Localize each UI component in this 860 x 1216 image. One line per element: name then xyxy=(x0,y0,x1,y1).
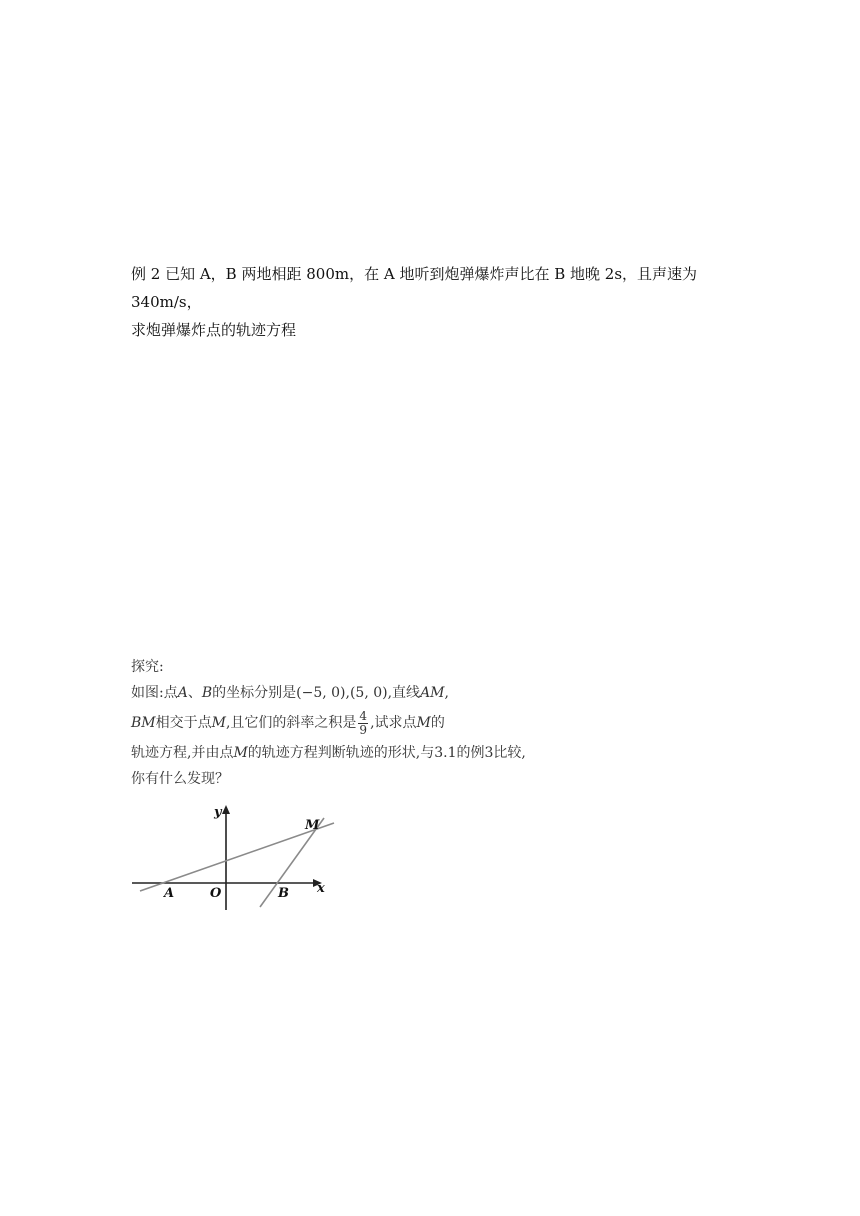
point-m-label: M xyxy=(211,715,226,731)
line-bm-label: BM xyxy=(131,715,156,731)
fraction-numerator: 4 xyxy=(359,708,368,723)
text: 的 xyxy=(430,715,445,731)
exploration-line-4: 你有什么发现？ xyxy=(131,771,229,787)
example-2-line-1: 例 2 已知 A，B 两地相距 800m，在 A 地听到炮弹爆炸声比在 B 地晚 2s，且声速为 340m/s， xyxy=(131,265,698,311)
point-a-label: A xyxy=(177,685,188,701)
line-am xyxy=(140,823,334,891)
exploration-line-1 xyxy=(131,680,731,706)
example-2-line-2: 求炮弹爆炸点的轨迹方程 xyxy=(131,321,297,339)
coordinate-figure xyxy=(128,800,348,916)
point-b-label: B xyxy=(201,685,213,701)
text: 轨迹方程,并由点 xyxy=(131,745,234,761)
text: 相交于点 xyxy=(155,715,212,731)
example-2-problem xyxy=(131,260,771,344)
exploration-line-3 xyxy=(131,740,731,766)
exploration-section xyxy=(131,654,731,792)
x-axis-label: x xyxy=(317,881,325,896)
line-am-label: AM xyxy=(420,685,445,701)
origin-label: O xyxy=(210,886,222,901)
slope-product-fraction xyxy=(358,710,368,737)
text: 的轨迹方程判断轨迹的形状,与3.1的例3比较, xyxy=(247,745,526,761)
point-m-figure-label: M xyxy=(305,818,320,833)
exploration-heading: 探究: xyxy=(131,659,164,675)
exploration-line-2 xyxy=(131,706,731,740)
text: , xyxy=(444,685,449,701)
fraction-denominator: 9 xyxy=(359,722,368,737)
text: 的坐标分别是(−5, 0),(5, 0),直线 xyxy=(212,685,421,701)
text: ,且它们的斜率之积是 xyxy=(225,715,357,731)
y-axis-label: y xyxy=(214,805,222,820)
point-b-figure-label: B xyxy=(278,886,289,901)
point-m-label: M xyxy=(233,745,248,761)
text: 如图:点 xyxy=(131,685,178,701)
text: ,试求点 xyxy=(370,715,417,731)
point-m-label: M xyxy=(416,715,431,731)
y-axis-arrow xyxy=(222,805,230,814)
point-a-figure-label: A xyxy=(164,886,175,901)
text: 、 xyxy=(187,685,202,701)
